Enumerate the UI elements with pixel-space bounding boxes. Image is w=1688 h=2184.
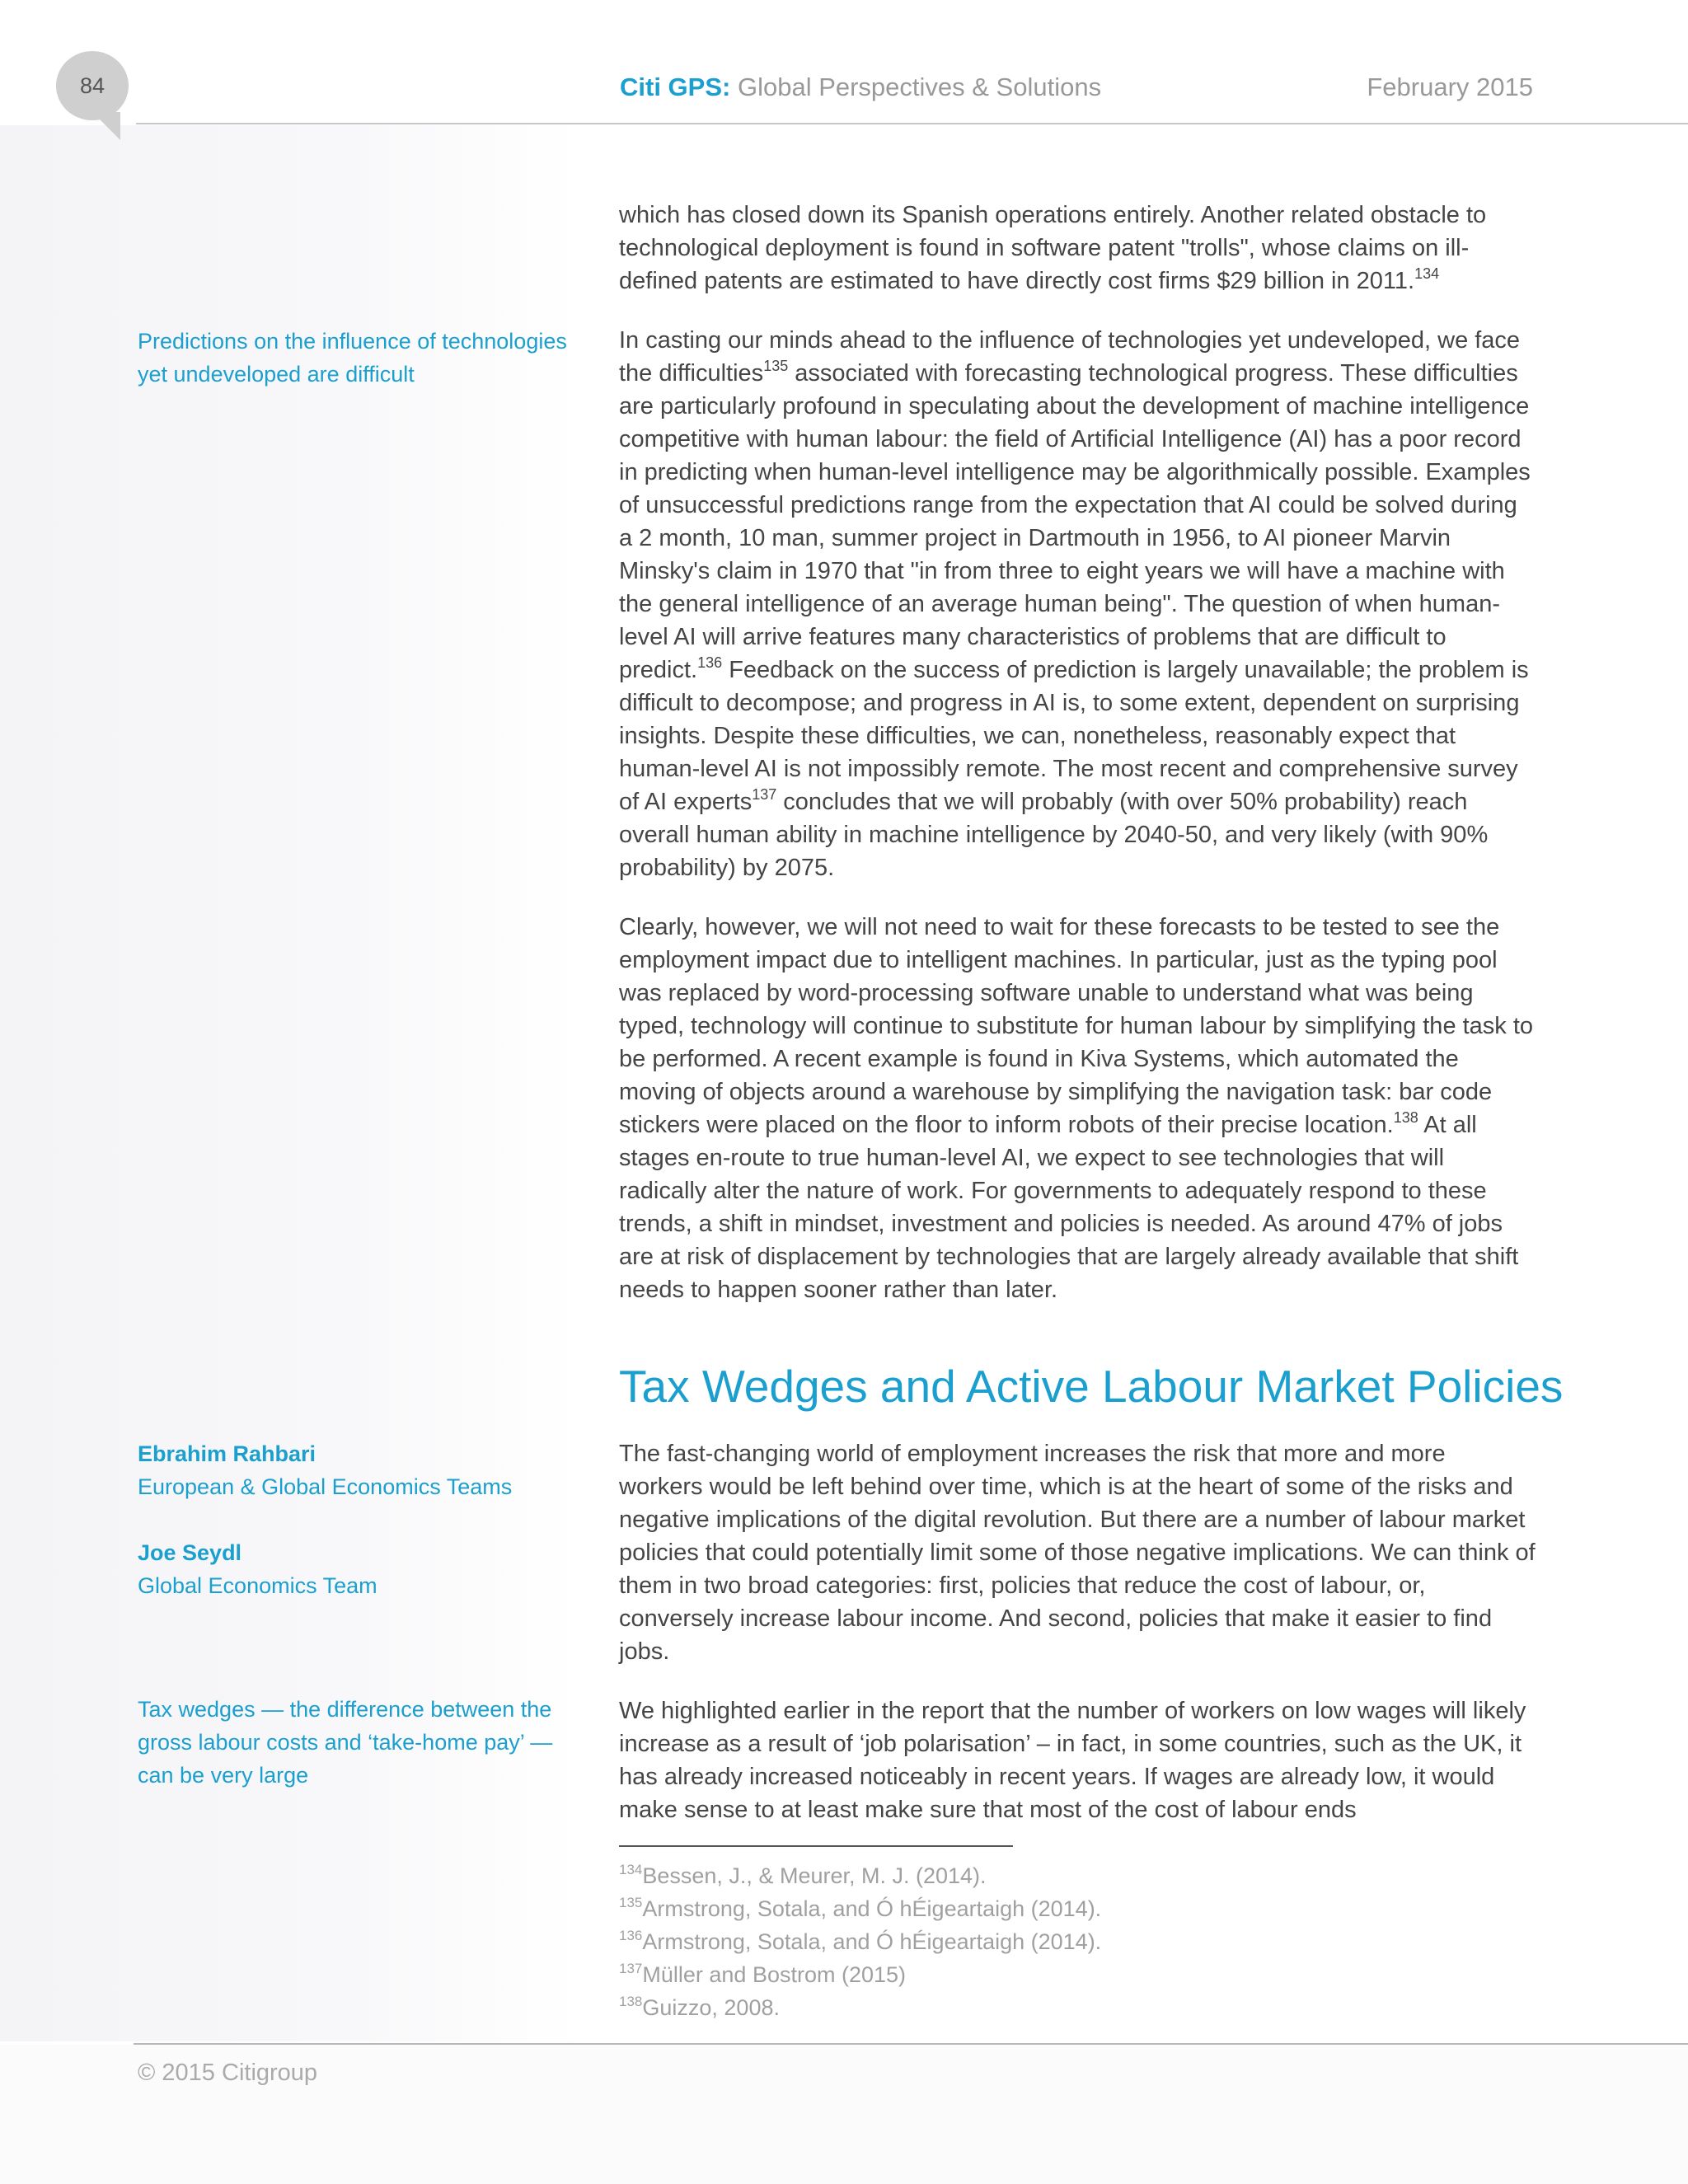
author-name: Joe Seydl bbox=[138, 1540, 242, 1565]
paragraph: The fast-changing world of employment increases the risk that more and more workers would be left behind over time, which is at the heart of some of the risks and negative implications of the digital revolution. But there are a number of labour market policies that could potentially limit some of those negative implications. We can think of them in two broad categories: first, policies that reduce the cost of labour, or, conversely increase labour income. And second, policies that make it easier to find jobs. bbox=[619, 1441, 1536, 1665]
sidebar-note-tax-wedges: Tax wedges — the difference between the gross labour costs and ‘take-home pay’ — can be very large bbox=[138, 1697, 553, 1788]
footnote-ref[interactable]: 137 bbox=[752, 786, 777, 803]
header-divider bbox=[136, 123, 1688, 124]
author-name: Ebrahim Rahbari bbox=[138, 1441, 316, 1466]
footnote-ref[interactable]: 138 bbox=[1393, 1109, 1418, 1126]
copyright: © 2015 Citigroup bbox=[138, 2060, 318, 2086]
footnotes-list bbox=[619, 1859, 1101, 2024]
footnote-ref[interactable]: 136 bbox=[697, 654, 723, 671]
page-number-badge bbox=[56, 51, 129, 120]
paragraph: which has closed down its Spanish operations entirely. Another related obstacle to technological deployment is found in software patent "trolls", whose claims on ill-defined patents are estimated to have directly cost firms $29 billion in 2011.$^{134}$ bbox=[619, 202, 1487, 294]
paragraph: We highlighted earlier in the report that the number of workers on low wages will likely increase as a result of ‘job polarisation’ – in fact, in some countries, such as the UK, it has already increased noticeably in recent years. If wages are already low, it would make sense to at least make sure that most of the cost of labour ends bbox=[619, 1698, 1526, 1823]
footnote-divider bbox=[619, 1845, 1013, 1847]
footnote-ref[interactable]: 135 bbox=[763, 358, 789, 374]
footnote-item: $^{136}$Armstrong, Sotala, and Ó hÉigeartaigh (2014). bbox=[619, 1928, 1102, 1954]
footnote-item: $^{138}$Guizzo, 2008. bbox=[619, 1994, 780, 2020]
footnote-ref[interactable]: 134 bbox=[1414, 265, 1440, 282]
paragraph: Clearly, however, we will not need to wait for these forecasts to be tested to see the employment impact due to intelligent machines. In particular, just as the typing pool was replaced by word-processing software unable to understand what was being typed, technology will continue to substitute for human labour by simplifying the task to be performed. A recent example is found in Kiva Systems, which automated the moving of objects around a warehouse by simplifying the navigation task: bar code stickers were placed on the floor to inform robots of their precise location.$^{138}$ At all stages en-route to true human-level AI, we expect to see technologies that will radically alter the nature of work. For governments to adequately respond to these trends, a shift in mindset, investment and policies is needed. As around 47% of jobs are at risk of displacement by technologies that are largely already available that shift needs to happen sooner rather than later. bbox=[619, 914, 1534, 1303]
header-title bbox=[620, 73, 1101, 102]
section-heading: Tax Wedges and Active Labour Market Policies bbox=[619, 1361, 1564, 1412]
main-text-upper bbox=[619, 199, 1536, 1333]
author-team: European & Global Economics Teams bbox=[138, 1474, 513, 1499]
footnote-item: $^{134}$Bessen, J., & Meurer, M. J. (2014). bbox=[619, 1862, 987, 1888]
footnote-item: $^{135}$Armstrong, Sotala, and Ó hÉigeartaigh (2014). bbox=[619, 1895, 1102, 1921]
author-block bbox=[138, 1437, 574, 1602]
header-date: February 2015 bbox=[1367, 73, 1533, 101]
author-team: Global Economics Team bbox=[138, 1573, 377, 1598]
badge-tail-icon bbox=[92, 112, 120, 140]
header-brand: Citi GPS: bbox=[620, 73, 731, 101]
footnote-item: $^{137}$Müller and Bostrom (2015) bbox=[619, 1961, 907, 1987]
page-number: 84 bbox=[79, 73, 106, 98]
sidebar-note-predictions: Predictions on the influence of technologies yet undeveloped are difficult bbox=[138, 329, 567, 387]
footer-divider bbox=[134, 2043, 1688, 2045]
main-text-lower bbox=[619, 1437, 1536, 1853]
paragraph: In casting our minds ahead to the influence of technologies yet undeveloped, we face the difficulties$^{135}$ associated with forecasting technological progress. These difficulties are particularly profound in speculating about the development of machine intelligence competitive with human labour: the field of Artificial Intelligence (AI) has a poor record in predicting when human-level intelligence may be algorithmically possible. Examples of unsuccessful predictions range from the expectation that AI could be solved during a 2 month, 10 man, summer project in Dartmouth in 1956, to AI pioneer Marvin Minsky's claim in 1970 that "in from three to eight years we will have a machine with the general intelligence of an average human being". The question of when human-level AI will arrive features many characteristics of problems that are difficult to predict.$^{136}$ Feedback on the success of prediction is largely unavailable; the problem is difficult to decompose; and progress in AI is, to some extent, dependent on surprising insights. Despite these difficulties, we can, nonetheless, reasonably expect that human-level AI is not impossibly remote. The most recent and comprehensive survey of AI experts$^{137}$ concludes that we will probably (with over 50% probability) reach overall human ability in machine intelligence by 2040-50, and very likely (with 90% probability) by 2075. bbox=[619, 327, 1531, 881]
header-subtitle: Global Perspectives & Solutions bbox=[737, 73, 1102, 101]
